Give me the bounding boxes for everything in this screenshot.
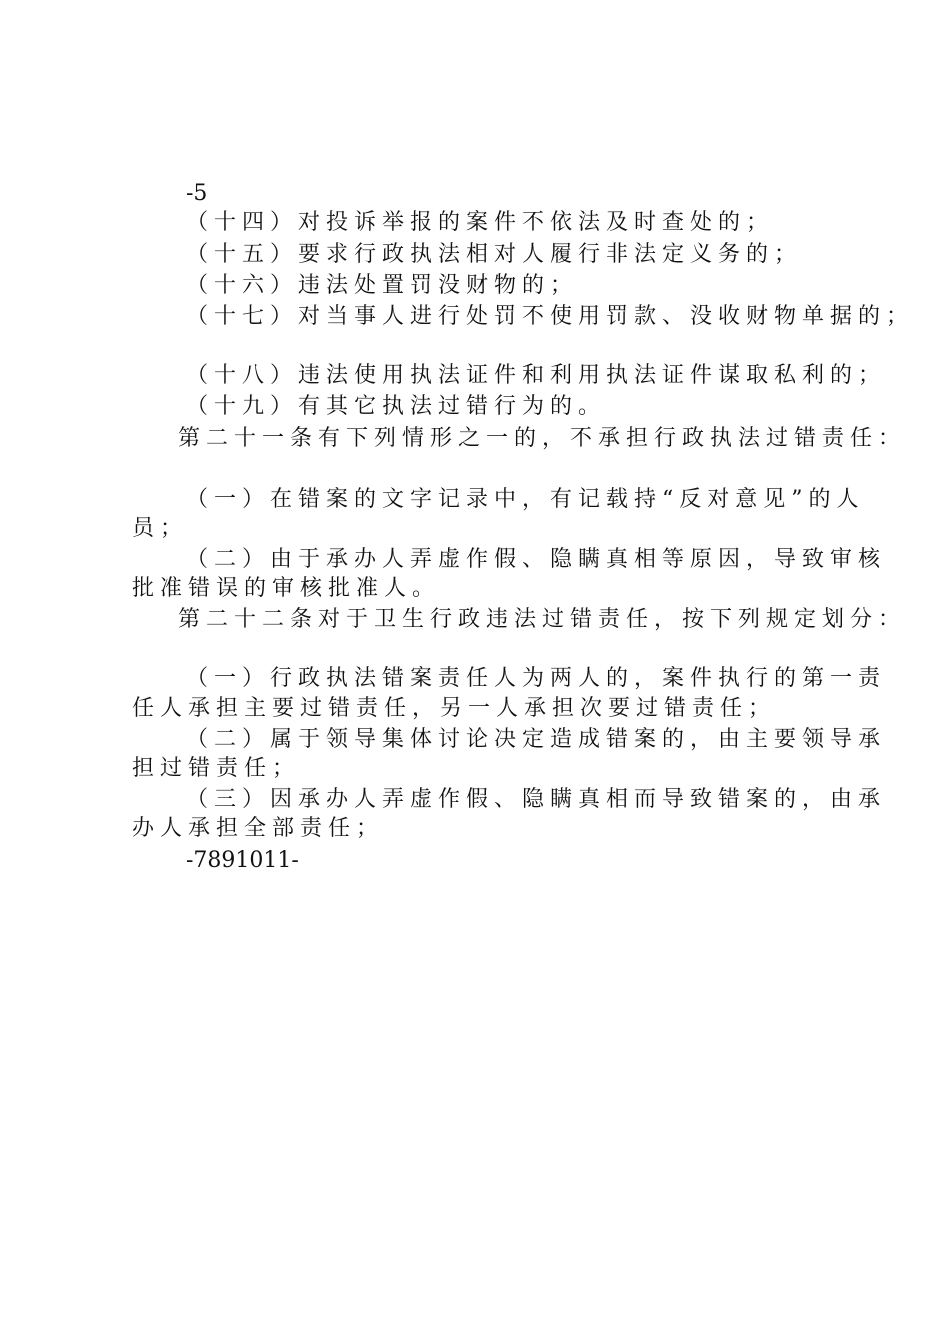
list-item: （十六）违法处置罚没财物的； [186,273,579,298]
article-21-item-2-cont: 批准错误的审核批准人。 [132,576,441,601]
article-22-item-2-cont: 担过错责任； [132,756,301,781]
article-22-item-3: （三）因承办人弄虚作假、隐瞒真相而导致错案的，由承 [186,787,887,812]
article-22-heading: 第二十二条对于卫生行政违法过错责任，按下列规定划分： [178,607,907,632]
article-21-item-2: （二）由于承办人弄虚作假、隐瞒真相等原因，导致审核 [186,547,887,572]
article-21-item-1: （一）在错案的文字记录中，有记载持“反对意见”的人 [186,487,865,512]
page-marker-bottom: -7891011- [186,848,299,873]
article-21-heading: 第二十一条有下列情形之一的，不承担行政执法过错责任： [178,426,907,451]
article-22-item-1-cont: 任人承担主要过错责任，另一人承担次要过错责任； [132,696,777,721]
article-22-item-3-cont: 办人承担全部责任； [132,816,385,841]
list-item: （十七）对当事人进行处罚不使用罚款、没收财物单据的； [186,304,915,329]
list-item: （十八）违法使用执法证件和利用执法证件谋取私利的； [186,363,887,388]
article-22-item-2: （二）属于领导集体讨论决定造成错案的，由主要领导承 [186,727,887,752]
list-item: （十五）要求行政执法相对人履行非法定义务的； [186,242,803,267]
page-marker-top: -5 [186,181,208,206]
list-item: （十九）有其它执法过错行为的。 [186,394,607,419]
article-21-item-1-cont: 员； [132,516,189,541]
article-22-item-1: （一）行政执法错案责任人为两人的，案件执行的第一责 [186,666,887,691]
list-item: （十四）对投诉举报的案件不依法及时查处的； [186,210,775,235]
